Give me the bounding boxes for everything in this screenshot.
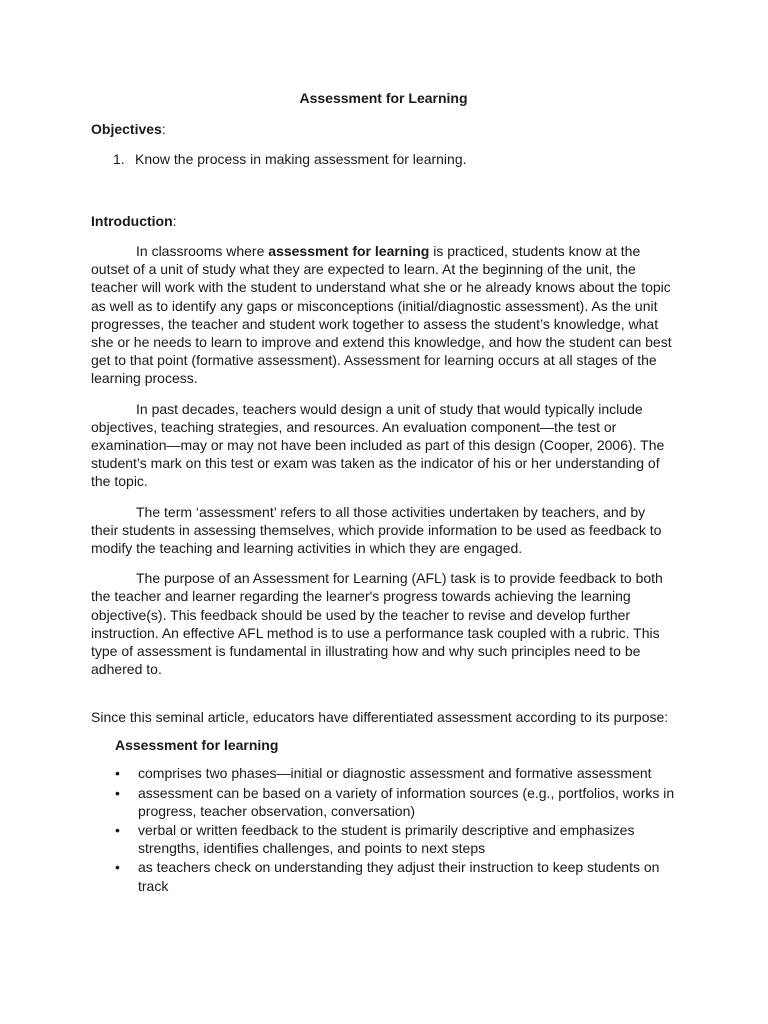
introduction-heading-text: Introduction <box>91 213 173 229</box>
introduction-heading-colon: : <box>172 213 177 229</box>
list-item-text: verbal or written feedback to the student is primarily descriptive and emphasizes strengths, identifies challenges, and points to next steps <box>138 822 635 857</box>
list-item <box>115 821 676 857</box>
document-title: Assessment for Learning <box>299 90 468 106</box>
afl-heading: Assessment for learning <box>115 737 279 754</box>
bullet-icon: • <box>115 765 120 782</box>
list-item-text: comprises two phases—initial or diagnostic assessment and formative assessment <box>138 765 652 782</box>
intro-paragraph-1 <box>91 242 676 388</box>
bullet-icon: • <box>115 822 120 839</box>
bullet-icon: • <box>115 859 120 876</box>
intro-paragraph-1-bold: assessment for learning <box>268 243 430 259</box>
introduction-heading <box>91 212 676 230</box>
intro-paragraph-2: In past decades, teachers would design a unit of study that would typically include objectives, teaching strategies, and resources. An evaluation component—the test or examination—may or may not have been included as part of this design (Cooper, 2006). The student’s mark on this test or exam was taken as the indicator of his or her understanding of the topic. <box>91 400 665 490</box>
afl-bullet-list <box>91 764 676 894</box>
objective-number: 1. <box>113 151 125 167</box>
intro-paragraph-3: The term ‘assessment’ refers to all those activities undertaken by teachers, and by their students in assessing themselves, which provide information to be used as feedback to modify the teaching and learning activities in which they are engaged. <box>91 503 662 557</box>
list-item-text: as teachers check on understanding they adjust their instruction to keep students on track <box>138 859 660 894</box>
list-item-text: assessment can be based on a variety of information sources (e.g., portfolios, works in progress, teacher observation, conversation) <box>138 784 675 819</box>
list-item <box>115 858 676 894</box>
intro-paragraph-1-before: In classrooms where <box>136 243 269 259</box>
list-item <box>115 784 676 820</box>
list-item <box>115 764 676 782</box>
objective-text: Know the process in making assessment for learning. <box>135 151 467 167</box>
bullet-icon: • <box>115 784 120 801</box>
objectives-heading-text: Objectives <box>91 121 162 137</box>
objectives-heading-colon: : <box>161 121 166 137</box>
lead-sentence: Since this seminal article, educators have differentiated assessment according to its purpose: <box>91 709 669 726</box>
intro-paragraph-1-after: is practiced, students know at the outset of a unit of study what they are expected to learn. At the beginning of the unit, the teacher will work with the student to understand what she or he already knows about the topic as well as to identify any gaps or misconceptions (initial/diagnostic assessment). As the unit progresses, the teacher and student work together to assess the student’s knowledge, what she or he needs to learn to improve and extend this knowledge, and how the student can best get to that point (formative assessment). Assessment for learning occurs at all stages of the learning process. <box>91 243 672 387</box>
intro-paragraph-4: The purpose of an Assessment for Learning (AFL) task is to provide feedback to both the teacher and learner regarding the learner's progress towards achieving the learning objective(s). This feedback should be used by the teacher to revise and develop further instruction. An effective AFL method is to use a performance task coupled with a rubric. This type of assessment is fundamental in illustrating how and why such principles need to be adhered to. <box>91 570 663 678</box>
objectives-heading <box>91 120 676 138</box>
objective-item <box>113 150 676 168</box>
